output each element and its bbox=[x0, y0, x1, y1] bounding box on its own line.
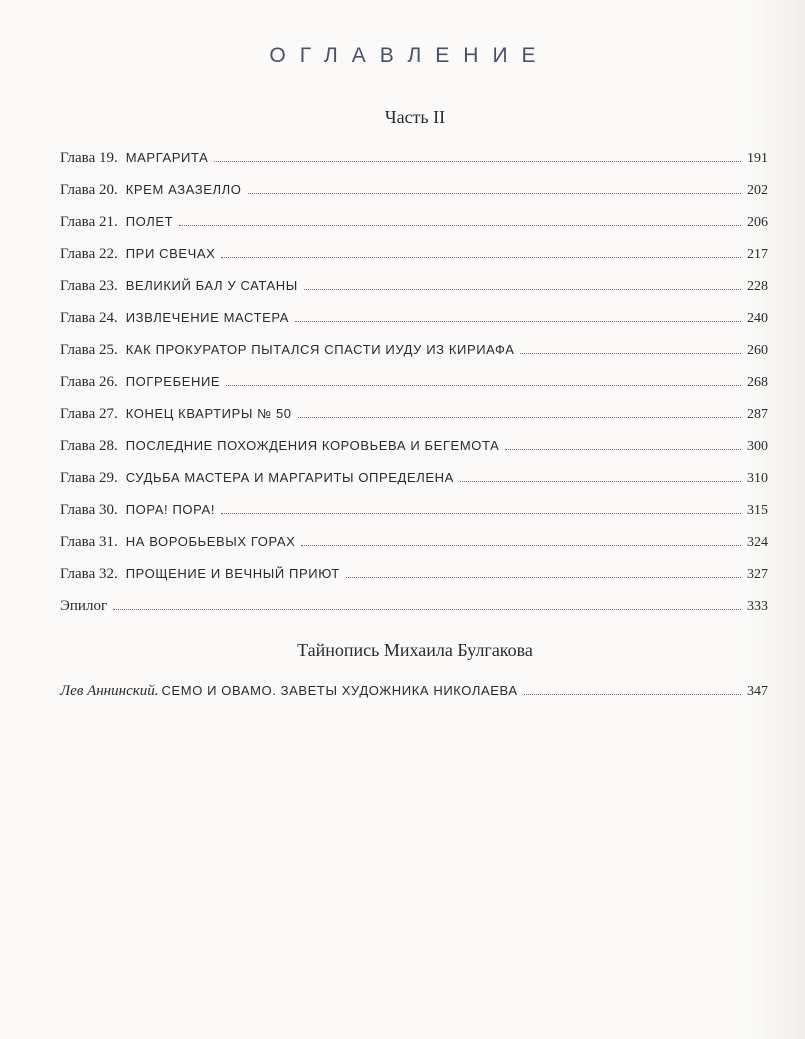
page-number: 260 bbox=[747, 343, 768, 358]
chapter-label: Эпилог bbox=[60, 598, 108, 614]
toc-entry bbox=[60, 374, 768, 406]
chapter-label: Глава 25. bbox=[60, 342, 118, 358]
page-number: 206 bbox=[747, 215, 768, 230]
page-number: 268 bbox=[747, 375, 768, 390]
dot-leader bbox=[460, 481, 741, 482]
chapter-label: Глава 19. bbox=[60, 150, 118, 166]
toc-entry bbox=[60, 406, 768, 438]
toc-list bbox=[60, 150, 768, 630]
toc-heading: ОГЛАВЛЕНИЕ bbox=[269, 44, 550, 67]
dot-leader bbox=[221, 257, 741, 258]
toc-entry bbox=[60, 342, 768, 374]
chapter-title: КРЕМ АЗАЗЕЛЛО bbox=[125, 182, 242, 197]
chapter-title: ПРИ СВЕЧАХ bbox=[125, 246, 216, 261]
chapter-label: Глава 28. bbox=[60, 438, 118, 454]
chapter-label: Глава 23. bbox=[60, 278, 118, 294]
chapter-label: Глава 29. bbox=[60, 470, 118, 486]
dot-leader bbox=[226, 385, 741, 386]
toc-entry bbox=[60, 278, 768, 310]
chapter-title: КАК ПРОКУРАТОР ПЫТАЛСЯ СПАСТИ ИУДУ ИЗ КИРИАФА bbox=[125, 342, 515, 357]
chapter-label: Глава 26. bbox=[60, 374, 118, 390]
page-number: 240 bbox=[747, 311, 768, 326]
toc-entry bbox=[60, 534, 768, 566]
toc-entry bbox=[60, 502, 768, 534]
page-number: 333 bbox=[747, 599, 768, 614]
author-name: Лев Аннинский. bbox=[60, 683, 159, 699]
chapter-label: Глава 30. bbox=[60, 502, 118, 518]
dot-leader bbox=[214, 161, 741, 162]
dot-leader bbox=[301, 545, 741, 546]
page-number: 324 bbox=[747, 535, 768, 550]
chapter-title: ИЗВЛЕЧЕНИЕ МАСТЕРА bbox=[125, 310, 290, 325]
page-number: 287 bbox=[747, 407, 768, 422]
dot-leader bbox=[113, 609, 741, 610]
dot-leader bbox=[248, 193, 742, 194]
chapter-label: Глава 24. bbox=[60, 310, 118, 326]
dot-leader bbox=[524, 694, 741, 695]
dot-leader bbox=[295, 321, 741, 322]
page-number: 347 bbox=[747, 684, 768, 699]
chapter-label: Глава 21. bbox=[60, 214, 118, 230]
essay-title: СЕМО И ОВАМО. ЗАВЕТЫ ХУДОЖНИКА НИКОЛАЕВА bbox=[161, 683, 518, 698]
section-title: Тайнопись Михаила Булгакова bbox=[297, 640, 533, 660]
toc-entry bbox=[60, 150, 768, 182]
toc-entry bbox=[60, 438, 768, 470]
page-number: 327 bbox=[747, 567, 768, 582]
toc-list-appendix bbox=[60, 683, 768, 715]
chapter-title: ПОРА! ПОРА! bbox=[125, 502, 216, 517]
dot-leader bbox=[298, 417, 741, 418]
chapter-title: ПОСЛЕДНИЕ ПОХОЖДЕНИЯ КОРОВЬЕВА И БЕГЕМОТА bbox=[125, 438, 500, 453]
chapter-label: Глава 32. bbox=[60, 566, 118, 582]
dot-leader bbox=[179, 225, 741, 226]
toc-entry bbox=[60, 470, 768, 502]
chapter-label: Глава 20. bbox=[60, 182, 118, 198]
chapter-label: Глава 31. bbox=[60, 534, 118, 550]
page-number: 191 bbox=[747, 151, 768, 166]
toc-entry bbox=[60, 310, 768, 342]
dot-leader bbox=[221, 513, 741, 514]
dot-leader bbox=[304, 289, 741, 290]
chapter-label: Глава 22. bbox=[60, 246, 118, 262]
toc-entry-epilogue bbox=[60, 598, 768, 630]
toc-entry bbox=[60, 214, 768, 246]
chapter-title: ПОЛЕТ bbox=[125, 214, 174, 229]
chapter-title: ПРОЩЕНИЕ И ВЕЧНЫЙ ПРИЮТ bbox=[125, 566, 340, 581]
chapter-title: НА ВОРОБЬЕВЫХ ГОРАХ bbox=[125, 534, 296, 549]
chapter-title: СУДЬБА МАСТЕРА И МАРГАРИТЫ ОПРЕДЕЛЕНА bbox=[125, 470, 454, 485]
part-title: Часть II bbox=[384, 107, 446, 127]
dot-leader bbox=[520, 353, 741, 354]
toc-entry bbox=[60, 182, 768, 214]
toc-entry bbox=[60, 246, 768, 278]
toc-entry bbox=[60, 566, 768, 598]
page-number: 300 bbox=[747, 439, 768, 454]
chapter-title: ВЕЛИКИЙ БАЛ У САТАНЫ bbox=[125, 278, 298, 293]
dot-leader bbox=[505, 449, 741, 450]
page-number: 315 bbox=[747, 503, 768, 518]
chapter-label: Глава 27. bbox=[60, 406, 118, 422]
toc-entry-essay bbox=[60, 683, 768, 715]
chapter-title: МАРГАРИТА bbox=[125, 150, 209, 165]
chapter-title: ПОГРЕБЕНИЕ bbox=[125, 374, 221, 389]
dot-leader bbox=[346, 577, 741, 578]
chapter-title: КОНЕЦ КВАРТИРЫ № 50 bbox=[125, 406, 292, 421]
page-number: 228 bbox=[747, 279, 768, 294]
page-number: 217 bbox=[747, 247, 768, 262]
page-number: 310 bbox=[747, 471, 768, 486]
page-number: 202 bbox=[747, 183, 768, 198]
